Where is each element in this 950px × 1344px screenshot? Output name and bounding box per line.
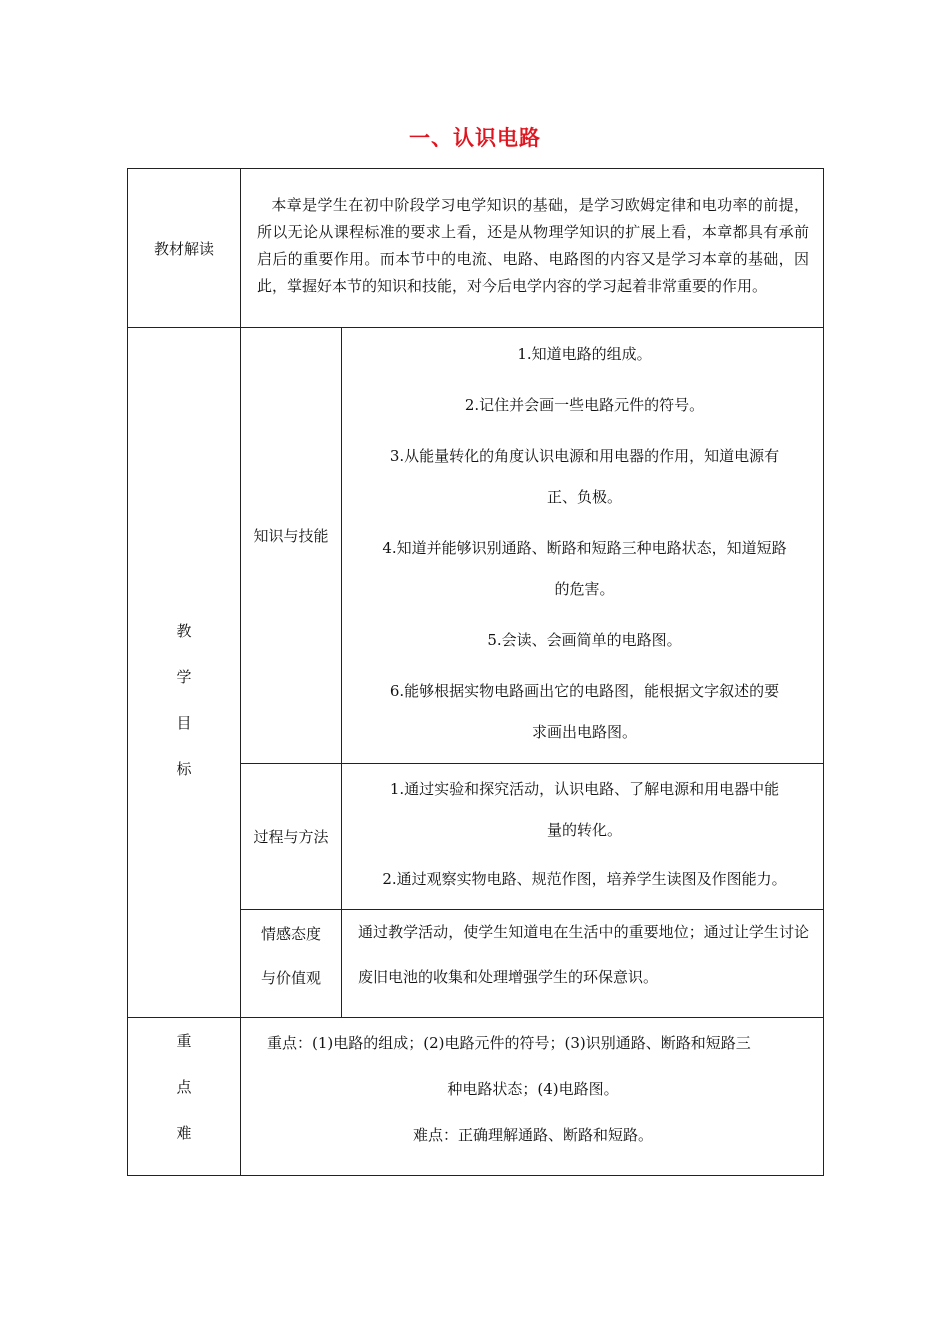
key-points-row bbox=[128, 1018, 824, 1176]
list-item: 正、负极。 bbox=[546, 488, 622, 506]
key-points-label bbox=[128, 1018, 241, 1176]
list-item: 1.知道电路的组成。 bbox=[517, 345, 652, 363]
emotion-content: 通过教学活动，使学生知道电在生活中的重要地位；通过让学生讨论废旧电池的收集和处理增强学生的环保意识。 bbox=[342, 910, 824, 1018]
list-item: 量的转化。 bbox=[546, 821, 622, 839]
key-points-label-char: 难 bbox=[176, 1124, 192, 1142]
list-item: 求画出电路图。 bbox=[531, 723, 637, 741]
textbook-label: 教材解读 bbox=[128, 169, 241, 328]
key-point-line: 重点：(1)电路的组成；(2)电路元件的符号；(3)识别通路、断路和短路三 bbox=[267, 1034, 751, 1052]
list-item: 1.通过实验和探究活动，认识电路、了解电源和用电器中能 bbox=[389, 780, 780, 798]
list-item: 5.会读、会画简单的电路图。 bbox=[487, 631, 682, 649]
lesson-plan-table bbox=[127, 168, 824, 1176]
list-item: 2.通过观察实物电路、规范作图，培养学生读图及作图能力。 bbox=[382, 870, 787, 888]
process-list bbox=[342, 764, 824, 910]
list-item: 的危害。 bbox=[554, 580, 615, 598]
emotion-label-line: 与价值观 bbox=[260, 969, 321, 987]
knowledge-label: 知识与技能 bbox=[241, 328, 342, 764]
textbook-row bbox=[128, 169, 824, 328]
goals-label-char: 教 bbox=[176, 621, 192, 640]
goals-label-char: 学 bbox=[176, 667, 192, 686]
goals-label-char: 标 bbox=[176, 759, 192, 778]
emotion-label bbox=[241, 910, 342, 1018]
knowledge-list bbox=[342, 328, 824, 764]
goals-label bbox=[128, 328, 241, 1018]
key-points-label-char: 重 bbox=[176, 1032, 192, 1050]
list-item: 6.能够根据实物电路画出它的电路图，能根据文字叙述的要 bbox=[389, 682, 780, 700]
list-item: 2.记住并会画一些电路元件的符号。 bbox=[464, 396, 705, 414]
key-point-line: 种电路状态；(4)电路图。 bbox=[447, 1080, 619, 1098]
list-item: 3.从能量转化的角度认识电源和用电器的作用，知道电源有 bbox=[389, 447, 780, 465]
key-point-line: 难点：正确理解通路、断路和短路。 bbox=[412, 1126, 653, 1144]
page-title: 一、认识电路 bbox=[409, 126, 541, 150]
key-points-content bbox=[241, 1018, 824, 1176]
textbook-content bbox=[241, 169, 824, 328]
process-label: 过程与方法 bbox=[241, 764, 342, 910]
textbook-text: 本章是学生在初中阶段学习电学知识的基础，是学习欧姆定律和电功率的前提，所以无论从课程标准的要求上看，还是从物理学知识的扩展上看，本章都具有承前启后的重要作用。而本节中的电流、电路、电路图的内容又是学习本章的基础，因此，掌握好本节的知识和技能，对今后电学内容的学习起着非常重要的作用。 bbox=[257, 196, 809, 295]
goals-label-char: 目 bbox=[176, 713, 192, 732]
emotion-label-line: 情感态度 bbox=[260, 925, 321, 943]
goals-knowledge-row bbox=[128, 328, 824, 764]
key-points-label-char: 点 bbox=[176, 1078, 192, 1096]
list-item: 4.知道并能够识别通路、断路和短路三种电路状态，知道短路 bbox=[382, 539, 787, 557]
